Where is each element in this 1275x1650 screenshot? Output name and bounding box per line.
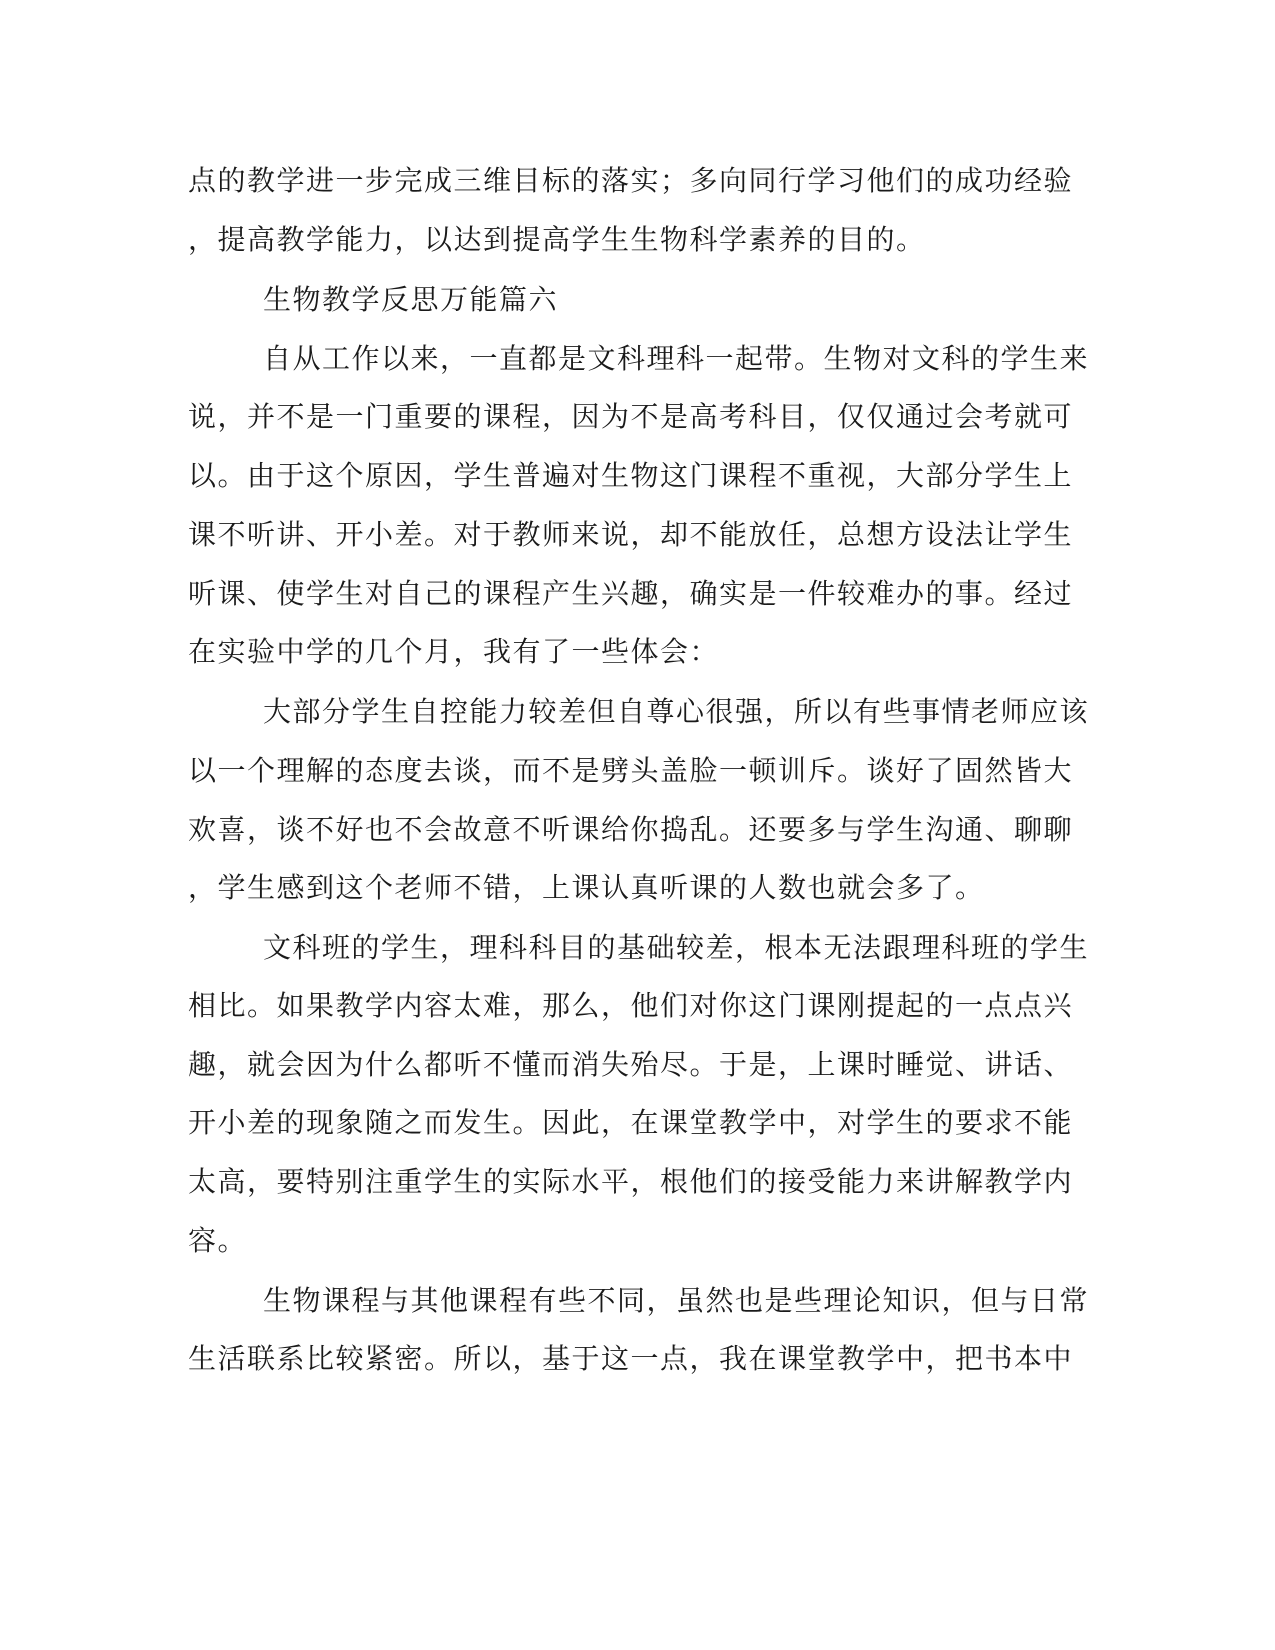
text-line: 自从工作以来，一直都是文科理科一起带。生物对文科的学生来 [263, 342, 1090, 375]
text-line: ，学生感到这个老师不错，上课认真听课的人数也就会多了。 [188, 871, 985, 904]
text-line: 文科班的学生，理科科目的基础较差，根本无法跟理科班的学生 [263, 931, 1090, 964]
text-line: 听课、使学生对自己的课程产生兴趣，确实是一件较难办的事。经过 [188, 577, 1074, 610]
text-line: 容。 [188, 1224, 248, 1257]
text-line: 以。由于这个原因，学生普遍对生物这门课程不重视，大部分学生上 [188, 459, 1074, 492]
text-line: 生物课程与其他课程有些不同，虽然也是些理论知识，但与日常 [263, 1284, 1090, 1317]
text-line: 大部分学生自控能力较差但自尊心很强，所以有些事情老师应该 [263, 695, 1090, 728]
text-line: 相比。如果教学内容太难，那么，他们对你这门课刚提起的一点点兴 [188, 989, 1074, 1022]
text-line: 在实验中学的几个月，我有了一些体会： [188, 635, 720, 668]
text-line: 说，并不是一门重要的课程，因为不是高考科目，仅仅通过会考就可 [188, 400, 1074, 433]
text-line: 生活联系比较紧密。所以，基于这一点，我在课堂教学中，把书本中 [188, 1342, 1074, 1375]
text-line: 开小差的现象随之而发生。因此，在课堂教学中，对学生的要求不能 [188, 1106, 1074, 1139]
section-heading: 生物教学反思万能篇六 [263, 283, 559, 316]
text-line: 以一个理解的态度去谈，而不是劈头盖脸一顿训斥。谈好了固然皆大 [188, 754, 1074, 787]
text-line: 太高，要特别注重学生的实际水平，根他们的接受能力来讲解教学内 [188, 1165, 1074, 1198]
text-line: ，提高教学能力，以达到提高学生生物科学素养的目的。 [188, 223, 926, 256]
text-line: 趣，就会因为什么都听不懂而消失殆尽。于是，上课时睡觉、讲话、 [188, 1048, 1074, 1081]
text-line: 点的教学进一步完成三维目标的落实；多向同行学习他们的成功经验 [188, 164, 1074, 197]
text-line: 课不听讲、开小差。对于教师来说，却不能放任，总想方设法让学生 [188, 518, 1074, 551]
text-line: 欢喜，谈不好也不会故意不听课给你捣乱。还要多与学生沟通、聊聊 [188, 813, 1074, 846]
